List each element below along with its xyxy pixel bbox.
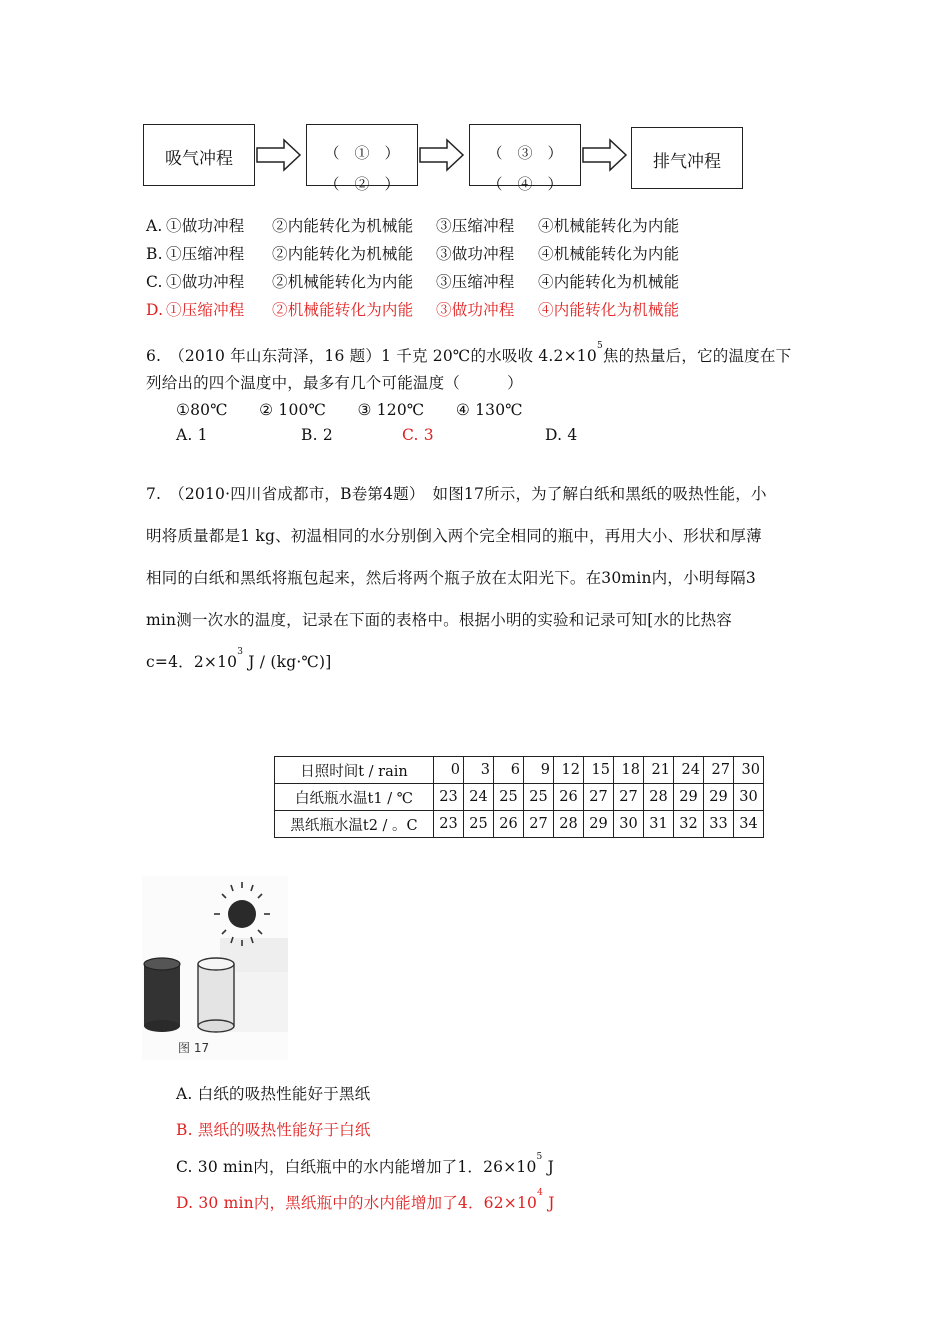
- q7-option-b-answer: B. 黑纸的吸热性能好于白纸: [176, 1121, 371, 1139]
- box-exhaust-label: 排气冲程: [653, 152, 721, 172]
- table-cell: 27: [614, 784, 644, 811]
- box-intake-label: 吸气冲程: [165, 149, 233, 169]
- box-stroke-2-bottom: （ ② ）: [324, 175, 400, 193]
- table-cell: 29: [584, 811, 614, 838]
- table-cell: 27: [704, 757, 734, 784]
- table-cell: 0: [434, 757, 464, 784]
- table-cell: 3: [464, 757, 494, 784]
- figure-17-illustration: [142, 876, 288, 1060]
- q5-option-a: A. ①做功冲程 ②内能转化为机械能 ③压缩冲程 ④机械能转化为内能: [146, 217, 680, 235]
- q6-temperatures: ①80℃ ② 100℃ ③ 120℃ ④ 130℃: [176, 401, 523, 419]
- table-cell: 26: [494, 811, 524, 838]
- table-cell: 23: [434, 811, 464, 838]
- q5-option-d-answer: D. ①压缩冲程 ②机械能转化为内能 ③做功冲程 ④内能转化为机械能: [146, 301, 680, 319]
- q7-option-a: A. 白纸的吸热性能好于黑纸: [176, 1085, 371, 1103]
- table-cell: 32: [674, 811, 704, 838]
- box-stroke-3: [469, 124, 581, 193]
- q6-option-d: D. 4: [545, 426, 578, 444]
- table-cell: 15: [584, 757, 614, 784]
- table-cell: 12: [554, 757, 584, 784]
- table-cell: 25: [464, 811, 494, 838]
- table-cell: 30: [734, 757, 764, 784]
- table-row: [275, 784, 764, 811]
- box-stroke-3-bottom: （ ④ ）: [487, 175, 563, 193]
- table-cell: 25: [494, 784, 524, 811]
- arrow-icon: [582, 138, 628, 172]
- table-cell: 24: [464, 784, 494, 811]
- q7-option-c: C. 30 min内，白纸瓶中的水内能增加了1．$26\times 10^5$ J: [176, 1152, 555, 1176]
- figure-caption: 图 17: [178, 1041, 210, 1055]
- box-stroke-3-top: （ ③ ）: [487, 144, 563, 162]
- table-cell: 34: [734, 811, 764, 838]
- table-row-label: 日照时间t / rain: [275, 757, 434, 784]
- q6-option-c-answer: C. 3: [402, 426, 434, 444]
- table-row-label: 白纸瓶水温t1 / ℃: [275, 784, 434, 811]
- table-cell: 28: [554, 811, 584, 838]
- table-cell: 18: [614, 757, 644, 784]
- table-cell: 23: [434, 784, 464, 811]
- q7-line-2: 明将质量都是1 kg、初温相同的水分别倒入两个完全相同的瓶中，再用大小、形状和厚薄: [146, 527, 762, 545]
- q7-line-3: 相同的白纸和黑纸将瓶包起来，然后将两个瓶子放在太阳光下。在30min内，小明每隔3: [146, 569, 756, 587]
- white-bottle-icon: [198, 958, 234, 1032]
- table-cell: 31: [644, 811, 674, 838]
- box-stroke-2: [306, 124, 418, 193]
- table-row: [275, 757, 764, 784]
- black-bottle-icon: [144, 958, 180, 1032]
- q5-option-c: C. ①做功冲程 ②机械能转化为内能 ③压缩冲程 ④内能转化为机械能: [146, 273, 680, 291]
- table-cell: 30: [614, 811, 644, 838]
- table-cell: 9: [524, 757, 554, 784]
- q7-line-5: c=4．$2\times 10^3$ J / (kg·℃)]: [146, 647, 332, 671]
- q6-line-2: 列给出的四个温度中，最多有几个可能温度（ ）: [146, 374, 523, 392]
- table-row-label: 黑纸瓶水温t2 / 。C: [275, 811, 434, 838]
- box-intake-stroke: [143, 124, 255, 186]
- arrow-icon: [419, 138, 465, 172]
- q6-option-b: B. 2: [301, 426, 333, 444]
- table-row: [275, 811, 764, 838]
- sun-disc: [228, 900, 256, 928]
- table-cell: 24: [674, 757, 704, 784]
- temperature-table: [274, 756, 764, 838]
- table-cell: 21: [644, 757, 674, 784]
- table-cell: 25: [524, 784, 554, 811]
- table-cell: 28: [644, 784, 674, 811]
- table-cell: 29: [674, 784, 704, 811]
- table-cell: 33: [704, 811, 734, 838]
- q6-line-1: 6. （2010 年山东菏泽，16 题）1 千克 20℃的水吸收 $4.2\times 10^5$焦的热量后，它的温度在下: [146, 341, 792, 365]
- box-exhaust-stroke: [631, 127, 743, 189]
- q7-line-1: 7. （2010·四川省成都市，B卷第4题） 如图17所示，为了解白纸和黑纸的吸热性能，小: [146, 485, 767, 503]
- q5-option-b: B. ①压缩冲程 ②内能转化为机械能 ③做功冲程 ④机械能转化为内能: [146, 245, 680, 263]
- q7-option-d-answer: D. 30 min内，黑纸瓶中的水内能增加了4．$62\times 10^4$ J: [176, 1188, 555, 1212]
- table-cell: 30: [734, 784, 764, 811]
- table-cell: 27: [524, 811, 554, 838]
- figure-17: [142, 876, 288, 1060]
- box-stroke-2-top: （ ① ）: [324, 144, 400, 162]
- table-cell: 29: [704, 784, 734, 811]
- q7-line-4: min测一次水的温度，记录在下面的表格中。根据小明的实验和记录可知[水的比热容: [146, 611, 732, 629]
- table-cell: 6: [494, 757, 524, 784]
- q6-option-a: A. 1: [176, 426, 208, 444]
- arrow-icon: [256, 138, 302, 172]
- table-cell: 27: [584, 784, 614, 811]
- table-cell: 26: [554, 784, 584, 811]
